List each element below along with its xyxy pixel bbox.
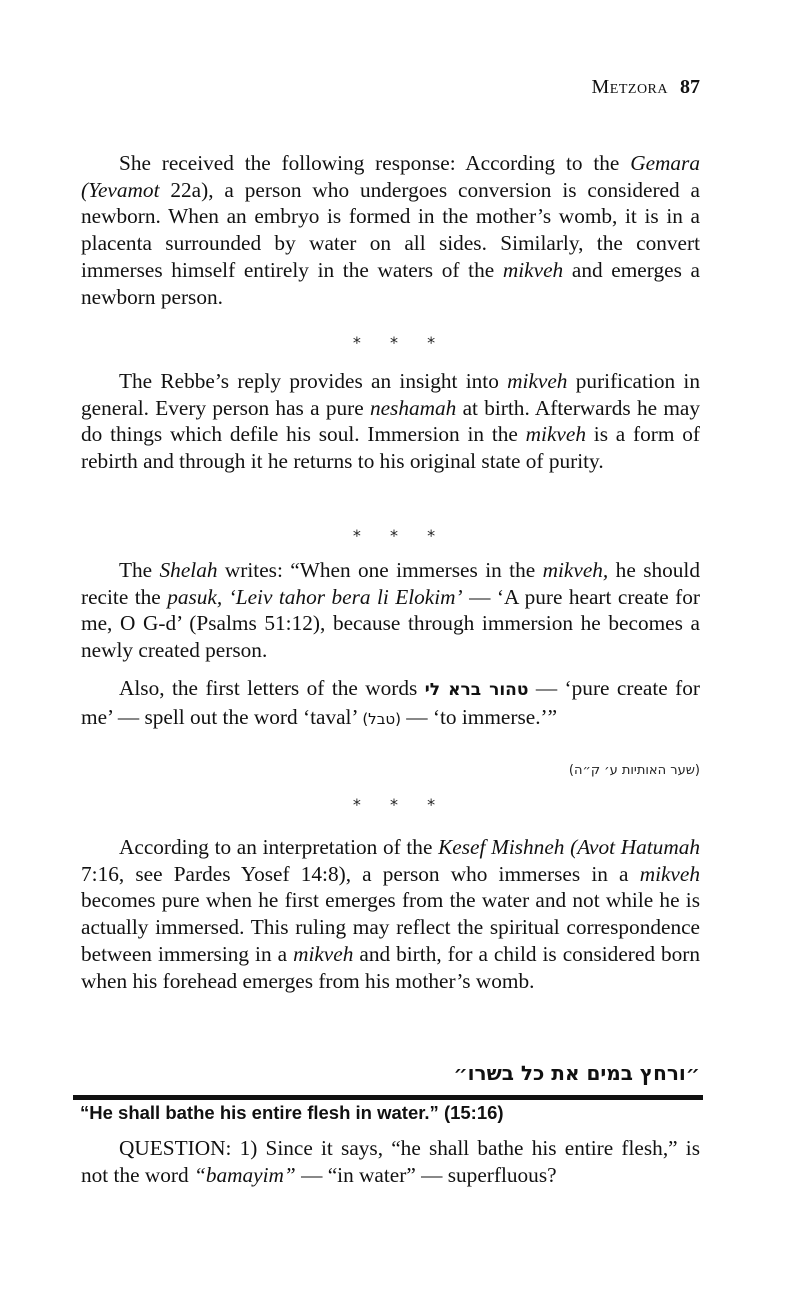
paragraph-conversion-response: She received the following response: According to the Gemara (Yevamot 22a), a person who undergoes conversion is considered a newborn. When an embryo is formed in the mother’s womb, it is in a placenta surrounded by water on all sides. Similarly, the convert immerses himself entirely in the waters of the mikveh and emerges a newborn person.: [81, 151, 700, 309]
paragraph-shelah: The Shelah writes: “When one immerses in the mikveh, he should recite the pasuk, ‘Leiv tahor bera li Elokim’ — ‘A pure heart create for me, O G-d’ (Psalms 51:12), because through immersion he becomes a newly created person.: [81, 558, 700, 663]
paragraph-question: QUESTION: 1) Since it says, “he shall bathe his entire flesh,” is not the word “bamayim” — “in water” — superfluous?: [81, 1136, 700, 1187]
paragraph-first-letters: Also, the first letters of the words טהור ברא לי — ‘pure create for me’ — spell out the word ‘taval’ (טבל) — ‘to immerse.’”: [81, 676, 700, 729]
heading-rule: [73, 1095, 703, 1100]
paragraph-kesef-mishneh: According to an interpretation of the Kesef Mishneh (Avot Hatumah 7:16, see Pardes Yosef 14:8), a person who immerses in a mikveh becomes pure when he first emerges from the water and not while he is actually immersed. This ruling may reflect the spiritual correspondence between immersing in a mikveh and birth, for a child is considered born when his forehead emerges from his mother’s womb.: [81, 835, 700, 993]
hebrew-word-taval: (טבל): [362, 709, 401, 728]
section-heading-hebrew: ״ורחץ במים את כל בשרו״: [453, 1061, 700, 1085]
page-number: 87: [680, 76, 700, 98]
chapter-title: Metzora: [591, 76, 668, 98]
running-head: [592, 76, 701, 99]
paragraph-rebbe-reply: The Rebbe’s reply provides an insight into mikveh purification in general. Every person has a pure neshamah at birth. Afterwards he may do things which defile his soul. Immersion in the mikveh is a form of rebirth and through it he returns to his original state of purity.: [81, 369, 701, 474]
source-citation: (שער האותיות ע׳ ק״ה): [568, 763, 700, 778]
section-separator: * * *: [352, 333, 448, 352]
section-heading-english: “He shall bathe his entire flesh in water.” (15:16): [80, 1102, 504, 1123]
section-separator: * * *: [352, 526, 448, 545]
hebrew-words: טהור ברא לי: [424, 680, 529, 700]
section-separator: * * *: [352, 795, 448, 814]
